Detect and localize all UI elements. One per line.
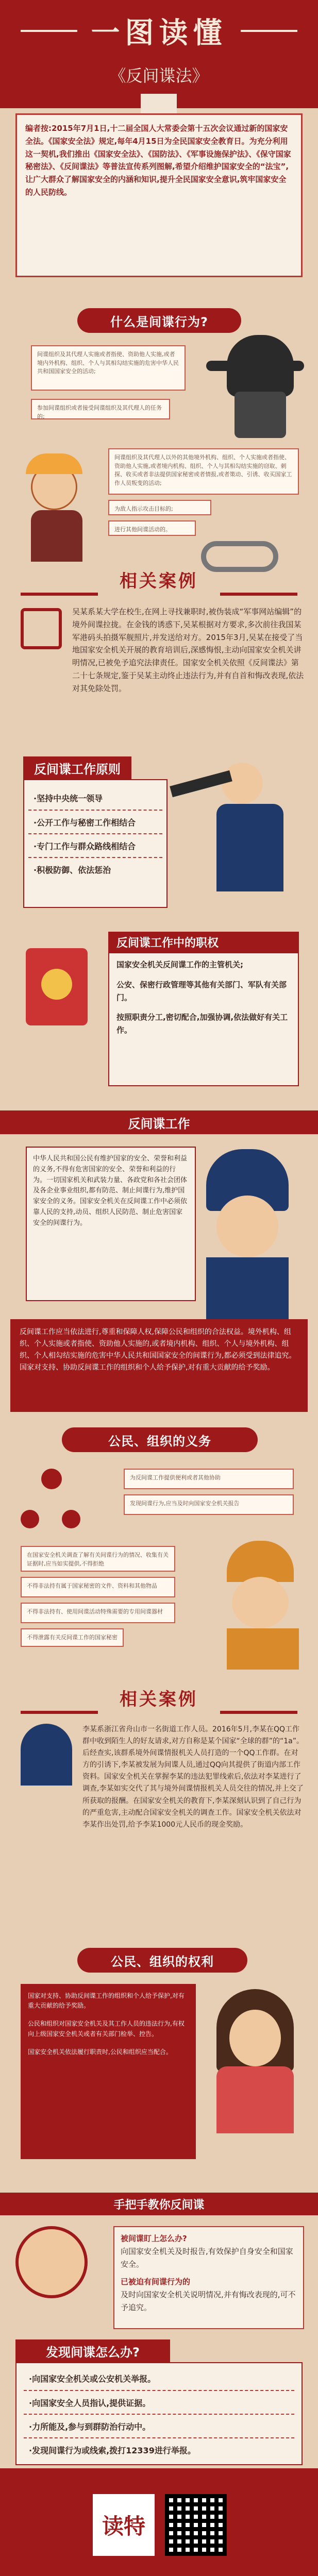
duty-item-2: 公安、保密行政管理等其他有关部门、军队有关部门。 [116, 980, 287, 1002]
footer-brand-logo: 读特 [93, 2494, 155, 2556]
obligation-title: 公民、组织的义务 [62, 1427, 258, 1452]
phone-user-icon [21, 1724, 72, 1786]
principle-item: ·积极防御、依法惩治 [28, 857, 162, 881]
found-item: ·力所能及,参与到群防治行动中。 [24, 2414, 294, 2437]
advisor-face-icon [15, 2226, 88, 2298]
found-title: 发现间谍怎么办? [15, 2339, 170, 2362]
detective-hat-icon [227, 1541, 294, 1582]
duty-title: 反间谍工作中的职权 [108, 932, 299, 952]
teach-title: 手把手教你反间谍 [0, 2193, 318, 2215]
obligation-item: 不得泄露有关反间谍工作的国家秘密 [21, 1628, 124, 1647]
teach-q1: 被间谍盯上怎么办? [121, 2234, 187, 2243]
principle-item: ·公开工作与秘密工作相结合 [28, 810, 162, 833]
teach-a1: 向国家安全机关及时报告,有效保护自身安全和国家安全。 [121, 2246, 293, 2269]
spy-coat-icon [235, 392, 286, 438]
duty-item-3: 按照职责分工,密切配合,加强协调,依法做好有关工作。 [116, 1013, 288, 1035]
section-what-title: 什么是间谍行为? [77, 308, 241, 333]
case2-heading: 相关案例 [120, 1689, 198, 1710]
teach-q2: 已被迫有间谍行为的 [121, 2277, 191, 2287]
obligation-item: 为反间谍工作提供便利或者其他协助 [124, 1469, 294, 1489]
case1-text: 吴某系某大学在校生,在网上寻找兼职时,被伪装成“军事网站编辑”的境外间谍拉拢。在金钱的诱惑下,吴某根据对方要求,多次前往我国某军港码头拍摄军舰照片,并发送给对方。2015年3月,吴某在接受了当地国家安全机关开展的教育培训后,深感悔恨,主动向国家安全机关讲明情况,已被免予追究法律责任。国家安全机关依照《反间谍法》第二十七条规定,鉴于吴某主动终止违法行为,并有自首和悔改表现,依法对其免除处罚。 [72, 607, 304, 693]
intro-box: 编者按:2015年7月1日,十二届全国人大常委会第十五次会议通过新的国家安全法。《国家安全法》规定,每年4月15日为全民国家安全教育日。为充分利用这一契机,我们推出《国家安全法》、《国防法》、《军事设施保护法》、《保守国家秘密法》、《反间谍法》等普法宣传系列图解,希望介绍维护国家安全的“法宝”,让广大群众了解国家安全的内涵和知识,提升全民国家安全意识,筑牢国家安全的人民防线。 [15, 113, 303, 277]
case1-heading: 相关案例 [120, 571, 198, 592]
detective-coat-icon [227, 1628, 299, 1670]
man-body-icon [31, 510, 82, 562]
case1-left-rule [21, 593, 98, 596]
obligation-item: 不得非法持有、使用间谍活动特殊需要的专用间谍器材 [21, 1603, 175, 1623]
org-chart-icon [21, 1469, 82, 1541]
obligation-item: 不得非法持有属于国家秘密的文件、资料和其他物品 [21, 1577, 175, 1597]
case-folder-icon [21, 608, 62, 649]
rights-item-2: 公民和组织对国家安全机关及其工作人员的违法行为,有权向上级国家安全机关或者有关部门检举、控告。 [28, 2020, 185, 2038]
work-text-2: 反间谍工作应当依法进行,尊重和保障人权,保障公民和组织的合法权益。境外机构、组织、个人实施或者指使、资助他人实施的,或者境内机构、组织、个人与境外机构、组织、个人相勾结实施的危害中华人民共和国国家安全的间谍行为,都必须受到法律追究。国家对支持、协助反间谍工作的组织和个人给予保护,对有重大贡献的给予奖励。 [10, 1319, 308, 1412]
principle-title: 反间谍工作原则 [23, 756, 131, 779]
what-item-2: 参加间谍组织或者接受间谍组织及其代理人的任务的; [31, 399, 170, 419]
observer-face-icon [222, 763, 263, 804]
what-item-5: 进行其他间谍活动的。 [108, 520, 196, 536]
case2-left-rule [21, 1711, 98, 1714]
case2-text: 李某系浙江省舟山市一名街道工作人员。2016年5月,李某在QQ工作群中收到陌生人的好友请求,对方自称是某个国家“全球的群”的“1a”。后经查实,该群系境外间谍情报机关人员打造的一个QQ工作群。在对方的引诱下,李某被发展为间谍人员,通过QQ向其提供了街道内部工作资料。国家安全机关在掌握李某的违法犯罪线索后,依法对李某进行了调查,李某如实交代了其与境外间谍情报机关人员交往的情况,并上交了所获取的报酬。在国家安全机关的教育下,李某深刻认识到了自己行为的严重危害,主动配合国家安全机关的调查工作。国家安全机关依法对李某作出处罚,给予李某1000元人民币的现金奖励。 [82, 1725, 304, 1829]
duty-panel [108, 952, 299, 1086]
emblem-icon [41, 969, 72, 1000]
detective-face-icon [232, 1577, 289, 1628]
found-item: ·发现间谍行为或线索,拨打12339进行举报。 [24, 2437, 294, 2461]
duty-item-1: 国家安全机关反间谍工作的主管机关; [116, 960, 244, 969]
rights-item-3: 国家安全机关依法履行职责时,公民和组织应当配合。 [28, 2048, 172, 2056]
work-title: 反间谍工作 [0, 1110, 318, 1134]
page-subtitle: 《反间谍法》 [109, 66, 209, 86]
found-item: ·向国家安全人员指认,提供证据。 [24, 2390, 294, 2414]
work-text-1: 中华人民共和国公民有维护国家的安全、荣誉和利益的义务,不得有危害国家的安全、荣誉和利益的行为。一切国家机关和武装力量、各政党和各社会团体及各企业事业组织,都有防范、制止间谍行为,维护国家安全的义务。国家安全机关在反间谍工作中必须依靠人民的支持,动员、组织人民防范、制止危害国家安全的间谍行为。 [26, 1147, 196, 1301]
qr-code-icon[interactable] [165, 2494, 227, 2556]
man-hair-icon [26, 453, 82, 474]
found-item: ·向国家安全机关或公安机关举报。 [29, 2373, 156, 2384]
what-item-1: 间谍组织及其代理人实施或者指使、资助他人实施,或者境内外机构、组织、个人与其相勾结实施的危害中华人民共和国国家安全的活动; [31, 345, 186, 391]
found-panel [15, 2362, 303, 2465]
rights-title: 公民、组织的权利 [77, 1948, 247, 1973]
rights-panel [21, 1984, 196, 2159]
principle-item: ·坚持中央统一领导 [34, 793, 103, 803]
teach-a2: 及时向国家安全机关说明情况,并有悔改表现的,可不予追究。 [121, 2290, 296, 2312]
obligation-item: 发现间谍行为,应当及时向国家安全机关报告 [124, 1494, 294, 1515]
police-body-icon [206, 1257, 289, 1319]
teach-dialog [113, 2226, 304, 2329]
page-title: 一图读懂 [91, 16, 227, 50]
what-item-3: 间谍组织及其代理人以外的其他境外机构、组织、个人实施或者指使、资助他人实施,或者境内机构、组织、个人与其相勾结实施的窃取、刺探、收买或者非法提供国家秘密或者情报,或者策动、引诱、收买国家工作人员叛变的活动; [108, 448, 299, 495]
spy-hat-brim [206, 361, 304, 371]
observer-suit-icon [216, 804, 283, 891]
police-face-icon [216, 1196, 278, 1257]
case1-right-rule [220, 593, 297, 596]
what-item-4: 为敌人指示攻击目标的; [108, 500, 211, 515]
case2-right-rule [220, 1711, 297, 1714]
obligation-item: 在国家安全机关调查了解有关间谍行为的情况、收集有关证据时,应当如实提供,不得拒绝 [21, 1546, 175, 1572]
footer-band [0, 2468, 318, 2576]
woman-face-icon [229, 2010, 281, 2066]
rights-item-1: 国家对支持、协助反间谍工作的组织和个人给予保护,对有重大贡献的给予奖励。 [28, 1992, 185, 2010]
principle-item: ·专门工作与群众路线相结合 [28, 833, 162, 857]
woman-body-icon [216, 2066, 294, 2133]
